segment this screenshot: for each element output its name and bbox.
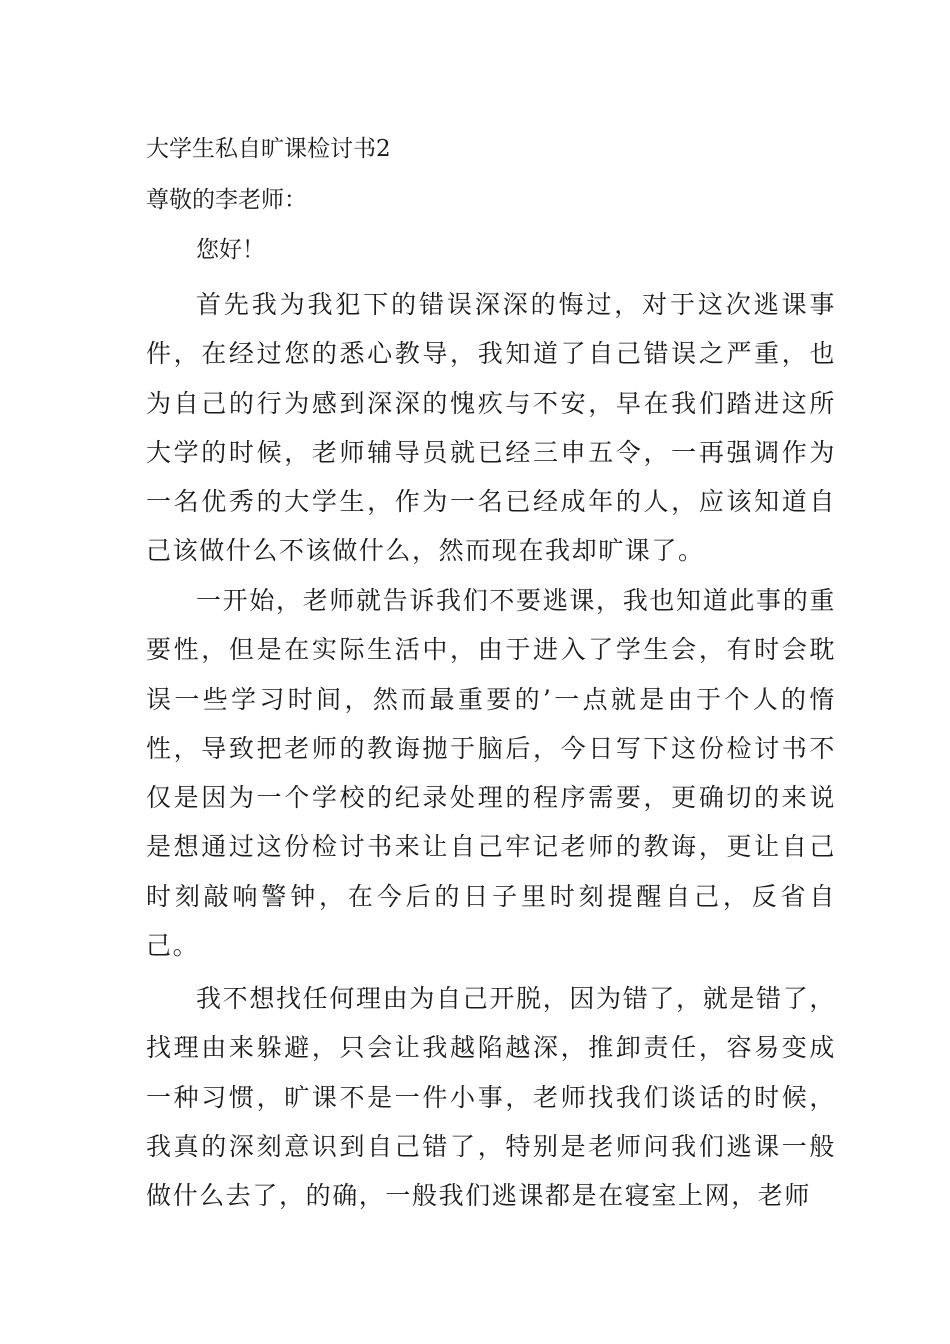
- salutation: 尊敬的李老师：: [146, 187, 307, 213]
- paragraph-1: 首先我为我犯下的错误深深的悔过，对于这次逃课事件，在经过您的悉心教导，我知道了自己错误之严重，也为自己的行为感到深深的愧疚与不安，早在我们踏进这所大学的时候，老师辅导员就已经三申五令，一再强调作为一名优秀的大学生，作为一名已经成年的人，应该知道自己该做什么不该做什么，然而现在我却旷课了。: [146, 290, 836, 566]
- paragraph-2: 一开始，老师就告诉我们不要逃课，我也知道此事的重要性，但是在实际生活中，由于进入了学生会，有时会耽误一些学习时间，然而最重要的’一点就是由于个人的惰性，导致把老师的教诲抛于脑后，今日写下这份检讨书不仅是因为一个学校的纪录处理的程序需要，更确切的来说是想通过这份检讨书来让自己牢记老师的教诲，更让自己时刻敲响警钟，在今后的日子里时刻提醒自己，反省自己。: [146, 586, 836, 961]
- paragraph-3: 我不想找任何理由为自己开脱，因为错了，就是错了，找理由来躲避，只会让我越陷越深，推卸责任，容易变成一种习惯，旷课不是一件小事，老师找我们谈话的时候，我真的深刻意识到自己错了，特别是老师问我们逃课一般做什么去了，的确，一般我们逃课都是在寝室上网，老师: [146, 984, 836, 1211]
- document-title: 大学生私自旷课检讨书2: [146, 136, 391, 162]
- greeting: 您好！: [196, 237, 265, 263]
